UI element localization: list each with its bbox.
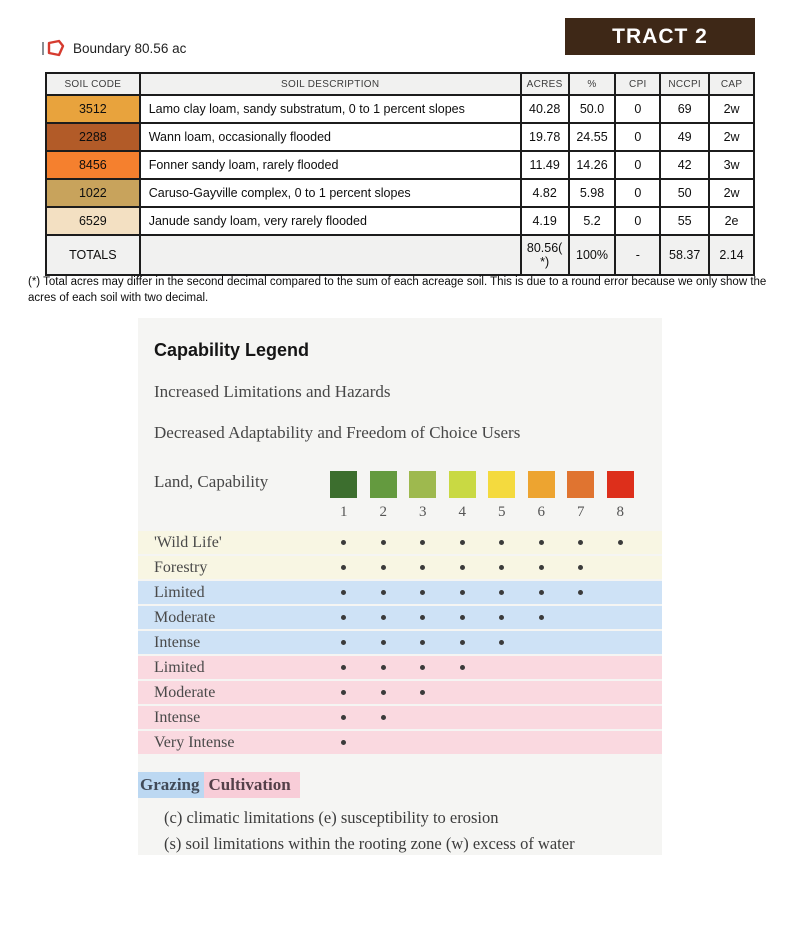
capability-swatch-cell [522, 470, 562, 498]
legend-dot-cell [324, 615, 364, 620]
capability-class-number: 6 [537, 503, 545, 520]
legend-dot-cell [324, 640, 364, 645]
legend-dot-grid [324, 590, 640, 595]
soil-description-cell: Lamo clay loam, sandy substratum, 0 to 1 percent slopes [140, 95, 521, 123]
legend-dot-grid [324, 715, 640, 720]
legend-dot [618, 540, 623, 545]
tract-label: TRACT 2 [612, 24, 708, 48]
soil-description-cell: Janude sandy loam, very rarely flooded [140, 207, 521, 235]
legend-row-label: Moderate [154, 683, 216, 701]
legend-dot [341, 715, 346, 720]
legend-dot-cell [601, 540, 641, 545]
capability-swatch-cell [482, 470, 522, 498]
soil-nccpi-cell: 42 [660, 151, 709, 179]
legend-dot-cell [324, 540, 364, 545]
legend-row-label: Limited [154, 583, 205, 601]
soil-cpi-cell: 0 [615, 123, 660, 151]
legend-dot-cell [403, 590, 443, 595]
legend-dot-cell [403, 540, 443, 545]
legend-dot-cell [324, 665, 364, 670]
soil-nccpi-cell: 50 [660, 179, 709, 207]
legend-dot-cell [324, 565, 364, 570]
soil-pct-cell: 14.26 [569, 151, 616, 179]
soil-pct-cell: 5.2 [569, 207, 616, 235]
soil-table-header-row [46, 73, 754, 95]
legend-key-row [138, 772, 662, 798]
cultivation-key-label: Cultivation [204, 772, 300, 798]
capability-class-number: 7 [577, 503, 585, 520]
capability-class-8-swatch [607, 471, 634, 498]
legend-line-increased: Increased Limitations and Hazards [154, 382, 391, 401]
legend-dot [341, 690, 346, 695]
legend-dot-grid [324, 665, 640, 670]
totals-description-cell [140, 235, 521, 275]
legend-dot-cell [403, 615, 443, 620]
soil-cap-cell: 3w [709, 151, 754, 179]
legend-dot-cell [364, 615, 404, 620]
legend-dot [499, 640, 504, 645]
legend-line-decreased: Decreased Adaptability and Freedom of Choice Users [154, 423, 521, 442]
capability-class-number: 8 [616, 503, 624, 520]
soil-row [46, 95, 754, 123]
legend-dot [341, 740, 346, 745]
soil-pct-cell: 50.0 [569, 95, 616, 123]
legend-row-grazing-intense [138, 631, 662, 656]
legend-row-label: Moderate [154, 608, 216, 626]
legend-dot-cell [522, 590, 562, 595]
soil-cpi-cell: 0 [615, 179, 660, 207]
legend-dot [341, 565, 346, 570]
legend-dot [381, 615, 386, 620]
soil-description-cell: Wann loam, occasionally flooded [140, 123, 521, 151]
totals-acres-cell: 80.56( *) [521, 235, 569, 275]
legend-dot [420, 615, 425, 620]
legend-dot-grid [324, 690, 640, 695]
soil-acres-cell: 19.78 [521, 123, 569, 151]
legend-row-wildlife-forestry [138, 556, 662, 581]
totals-cap-cell: 2.14 [709, 235, 754, 275]
legend-row-cultivation-very-intense [138, 731, 662, 756]
legend-dot-cell [443, 640, 483, 645]
capability-class-3-swatch [409, 471, 436, 498]
capability-swatch-cell [324, 470, 364, 498]
capability-swatch-cell [561, 470, 601, 498]
capability-swatch-cell [601, 470, 641, 498]
soil-cpi-cell: 0 [615, 151, 660, 179]
soil-nccpi-cell: 49 [660, 123, 709, 151]
soil-pct-cell: 24.55 [569, 123, 616, 151]
legend-dot-grid [324, 540, 640, 545]
legend-dot-cell [522, 565, 562, 570]
boundary-polygon-icon [40, 38, 66, 58]
legend-row-cultivation-moderate [138, 681, 662, 706]
capability-class-2-swatch [370, 471, 397, 498]
capability-class-7-swatch [567, 471, 594, 498]
legend-dot [420, 590, 425, 595]
legend-row-wildlife--wild-life- [138, 531, 662, 556]
capability-number-grid [324, 502, 662, 522]
capability-swatch-cell [364, 470, 404, 498]
legend-row-label: Forestry [154, 558, 208, 576]
legend-dot [420, 690, 425, 695]
soil-acres-cell: 40.28 [521, 95, 569, 123]
legend-note-soil: (s) soil limitations within the rooting zone (w) excess of water [164, 833, 575, 853]
legend-dot-cell [482, 540, 522, 545]
legend-dot-cell [364, 690, 404, 695]
capability-class-4-swatch [449, 471, 476, 498]
legend-dot [381, 540, 386, 545]
legend-dot [460, 590, 465, 595]
legend-dot-cell [443, 565, 483, 570]
boundary-label: Boundary 80.56 ac [73, 40, 187, 56]
legend-dot-cell [443, 590, 483, 595]
legend-dot-cell [522, 615, 562, 620]
soil-cpi-cell: 0 [615, 207, 660, 235]
legend-dot [539, 565, 544, 570]
legend-dot-cell [364, 540, 404, 545]
legend-dot-grid [324, 565, 640, 570]
capability-class-number: 5 [498, 503, 506, 520]
legend-dot-cell [443, 540, 483, 545]
legend-dot [539, 540, 544, 545]
legend-dot-cell [364, 640, 404, 645]
table-footnote: (*) Total acres may differ in the second decimal compared to the sum of each acreage soil. This is due to a round error because we only show the acres of each soil with two decimal. [28, 276, 767, 305]
legend-row-label: Intense [154, 633, 201, 651]
capability-class-5-swatch [488, 471, 515, 498]
capability-swatch-cell [443, 470, 483, 498]
legend-dot [381, 565, 386, 570]
legend-dot-cell [403, 690, 443, 695]
soil-cap-cell: 2w [709, 95, 754, 123]
legend-dot [539, 615, 544, 620]
capability-swatch-grid [324, 470, 640, 498]
soil-row [46, 123, 754, 151]
soil-code-cell: 6529 [46, 207, 140, 235]
legend-dot-cell [443, 665, 483, 670]
legend-dot-cell [403, 565, 443, 570]
soil-acres-cell: 4.82 [521, 179, 569, 207]
legend-dot [420, 565, 425, 570]
capability-class-number: 3 [419, 503, 427, 520]
legend-row-label: Limited [154, 658, 205, 676]
soil-pct-cell: 5.98 [569, 179, 616, 207]
boundary-legend [40, 38, 186, 58]
legend-dot [341, 540, 346, 545]
soil-row [46, 151, 754, 179]
legend-row-label: Intense [154, 708, 201, 726]
capability-scale-label: Land, Capability [154, 472, 269, 491]
legend-dot [460, 565, 465, 570]
legend-dot [381, 640, 386, 645]
column-header--: % [569, 73, 616, 95]
capability-class-number: 4 [458, 503, 466, 520]
legend-dot [341, 615, 346, 620]
soil-cpi-cell: 0 [615, 95, 660, 123]
soil-table-body [46, 95, 754, 275]
legend-dot [499, 590, 504, 595]
capability-class-number: 1 [340, 503, 348, 520]
soil-description-cell: Caruso-Gayville complex, 0 to 1 percent slopes [140, 179, 521, 207]
capability-dot-rows [138, 531, 662, 756]
legend-dot [381, 665, 386, 670]
grazing-key-label: Grazing [138, 772, 204, 798]
legend-row-grazing-moderate [138, 606, 662, 631]
soil-cap-cell: 2w [709, 123, 754, 151]
capability-scale-row [138, 470, 662, 498]
tract-banner [565, 18, 755, 55]
soil-nccpi-cell: 69 [660, 95, 709, 123]
soil-nccpi-cell: 55 [660, 207, 709, 235]
legend-dot [460, 665, 465, 670]
legend-dot [381, 715, 386, 720]
legend-dot-cell [403, 640, 443, 645]
legend-dot-cell [522, 540, 562, 545]
capability-swatch-cell [403, 470, 443, 498]
legend-row-label: Very Intense [154, 733, 235, 751]
legend-dot [381, 690, 386, 695]
legend-dot-cell [403, 665, 443, 670]
legend-dot-cell [482, 590, 522, 595]
legend-dot [341, 665, 346, 670]
column-header-soil-description: SOIL DESCRIPTION [140, 73, 521, 95]
legend-dot-cell [364, 565, 404, 570]
legend-dot [539, 590, 544, 595]
column-header-acres: ACRES [521, 73, 569, 95]
legend-dot-cell [364, 590, 404, 595]
soil-code-cell: 3512 [46, 95, 140, 123]
capability-class-1-swatch [330, 471, 357, 498]
legend-dot-cell [482, 615, 522, 620]
soil-description-cell: Fonner sandy loam, rarely flooded [140, 151, 521, 179]
legend-dot-cell [324, 715, 364, 720]
soil-table-header [46, 73, 754, 95]
legend-dot-cell [324, 590, 364, 595]
legend-notes [138, 805, 662, 856]
legend-dot-cell [364, 715, 404, 720]
legend-dot [341, 640, 346, 645]
soil-acres-cell: 11.49 [521, 151, 569, 179]
column-header-cpi: CPI [615, 73, 660, 95]
legend-dot-cell [482, 565, 522, 570]
legend-title: Capability Legend [154, 340, 310, 360]
legend-row-cultivation-intense [138, 706, 662, 731]
legend-dot-grid [324, 615, 640, 620]
legend-dot [341, 590, 346, 595]
legend-row-grazing-limited [138, 581, 662, 606]
legend-dot-grid [324, 740, 640, 745]
legend-dot [499, 565, 504, 570]
column-header-nccpi: NCCPI [660, 73, 709, 95]
legend-dot [499, 540, 504, 545]
totals-row [46, 235, 754, 275]
legend-note-climatic: (c) climatic limitations (e) susceptibility to erosion [164, 808, 499, 827]
legend-dot-cell [482, 640, 522, 645]
legend-row-cultivation-limited [138, 656, 662, 681]
soil-row [46, 207, 754, 235]
totals-cpi-cell: - [615, 235, 660, 275]
legend-dot-cell [324, 740, 364, 745]
column-header-cap: CAP [709, 73, 754, 95]
legend-dot [381, 590, 386, 595]
legend-dot [578, 565, 583, 570]
soil-code-cell: 8456 [46, 151, 140, 179]
legend-dot [420, 640, 425, 645]
totals-label-cell: TOTALS [46, 235, 140, 275]
soil-code-cell: 1022 [46, 179, 140, 207]
soil-acres-cell: 4.19 [521, 207, 569, 235]
legend-dot [499, 615, 504, 620]
soil-row [46, 179, 754, 207]
legend-dot-cell [324, 690, 364, 695]
column-header-soil-code: SOIL CODE [46, 73, 140, 95]
legend-dot-cell [561, 590, 601, 595]
legend-dot-cell [443, 615, 483, 620]
soil-cap-cell: 2e [709, 207, 754, 235]
legend-dot [420, 665, 425, 670]
soil-code-cell: 2288 [46, 123, 140, 151]
soil-cap-cell: 2w [709, 179, 754, 207]
soil-table [45, 72, 755, 276]
legend-dot [460, 640, 465, 645]
legend-dot-cell [561, 565, 601, 570]
legend-row-label: 'Wild Life' [154, 533, 222, 551]
legend-dot [460, 615, 465, 620]
legend-dot-cell [561, 540, 601, 545]
legend-dot-grid [324, 640, 640, 645]
capability-class-number: 2 [379, 503, 387, 520]
legend-dot [578, 540, 583, 545]
totals-nccpi-cell: 58.37 [660, 235, 709, 275]
legend-dot [460, 540, 465, 545]
capability-legend-panel [138, 318, 662, 855]
totals-pct-cell: 100% [569, 235, 616, 275]
capability-class-6-swatch [528, 471, 555, 498]
legend-dot-cell [364, 665, 404, 670]
legend-dot [420, 540, 425, 545]
legend-dot [578, 590, 583, 595]
